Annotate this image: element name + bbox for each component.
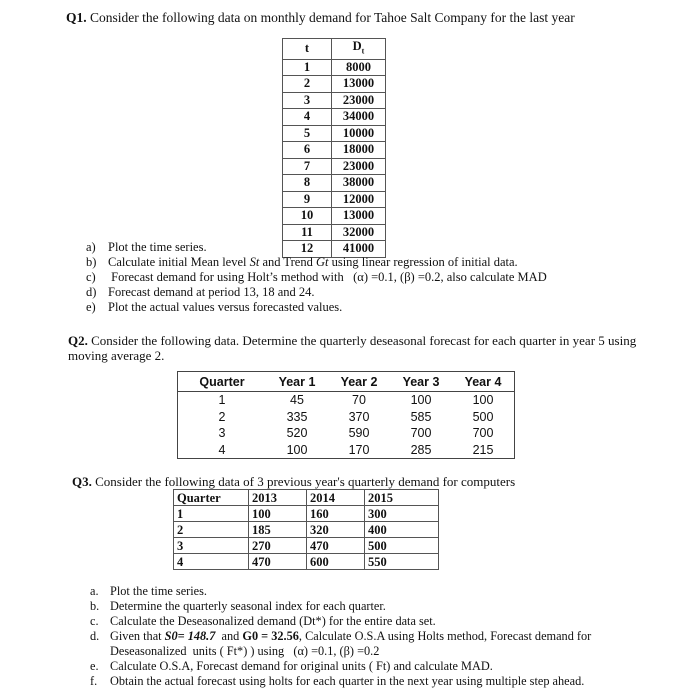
cell-dt: 18000: [332, 142, 386, 159]
table-row: [174, 506, 439, 522]
cell-t: 8: [283, 175, 332, 192]
cell-t: 2: [283, 76, 332, 93]
q2-heading: [68, 333, 638, 363]
task-marker: a): [86, 240, 96, 254]
cell: 215: [472, 442, 494, 457]
table-header-row: [283, 39, 386, 60]
task-item: [86, 300, 666, 315]
task-item: [90, 629, 690, 659]
task-item: [86, 285, 666, 300]
table-row: [283, 59, 386, 76]
cell-t: 9: [283, 191, 332, 208]
cell: 100: [286, 442, 308, 457]
cell: 300: [365, 506, 439, 522]
cell: 170: [348, 442, 370, 457]
q1-text: Consider the following data on monthly demand for Tahoe Salt Company for the last year: [86, 10, 575, 25]
task-text: Forecast demand at period 13, 18 and 24.: [108, 285, 315, 299]
cell: 160: [307, 506, 365, 522]
q2-text: Consider the following data. Determine the quarterly deseasonal forecast for each quarter in year 5 using moving average 2.: [68, 333, 637, 363]
cell-t: 12: [283, 241, 332, 258]
cell: 185: [249, 522, 307, 538]
task-item: [90, 659, 690, 674]
task-marker: b.: [90, 599, 100, 613]
task-marker: a.: [90, 584, 99, 598]
header-cell: Year 4: [452, 372, 515, 392]
g0-value: G0 = 32.56: [242, 629, 299, 643]
cell-dt: 23000: [332, 158, 386, 175]
table-row: [178, 442, 515, 459]
cell: 700: [410, 426, 432, 441]
cell: 2: [218, 409, 226, 424]
cell: 600: [307, 554, 365, 570]
cell-dt: 12000: [332, 191, 386, 208]
cell: 500: [472, 409, 494, 424]
cell-t: 1: [283, 59, 332, 76]
q3-computer-demand-table: [173, 489, 439, 570]
cell: 70: [352, 393, 366, 408]
cell-dt: 13000: [332, 208, 386, 225]
table-row: [283, 175, 386, 192]
task-item: [90, 674, 690, 689]
task-item: [90, 614, 690, 629]
cell-dt: 32000: [332, 224, 386, 241]
cell: 585: [410, 409, 432, 424]
cell-dt: 34000: [332, 109, 386, 126]
task-text: Plot the actual values versus forecasted values.: [108, 300, 343, 314]
cell: 100: [249, 506, 307, 522]
task-marker: b): [86, 255, 97, 269]
header-cell: Year 2: [328, 372, 390, 392]
cell: 100: [410, 393, 432, 408]
task-text: Obtain the actual forecast using holts for each quarter in the next year using multiple step ahead.: [110, 674, 585, 688]
table-row: [283, 109, 386, 126]
task-item: [86, 255, 666, 270]
table-row: [283, 142, 386, 159]
cell: 335: [286, 409, 308, 424]
table-row: [178, 409, 515, 426]
table-row: [174, 554, 439, 570]
cell: 3: [218, 426, 226, 441]
cell-t: 11: [283, 224, 332, 241]
task-marker: d): [86, 285, 97, 299]
cell: 550: [365, 554, 439, 570]
task-text: Calculate O.S.A, Forecast demand for original units ( Ft) and calculate MAD.: [110, 659, 493, 673]
cell: 590: [348, 426, 370, 441]
header-cell: Quarter: [178, 372, 267, 392]
cell: 4: [174, 554, 249, 570]
header-cell-dt: $D_t$: [332, 39, 386, 60]
cell-dt: 23000: [332, 92, 386, 109]
table-row: [283, 208, 386, 225]
task-marker: c.: [90, 614, 99, 628]
header-cell: Year 3: [390, 372, 452, 392]
table-row: [283, 76, 386, 93]
q2-label: Q2.: [68, 333, 88, 348]
cell: 1: [174, 506, 249, 522]
header-cell-t: t: [283, 39, 332, 60]
cell: 285: [410, 442, 432, 457]
table-row: [178, 425, 515, 442]
task-marker: f.: [90, 674, 98, 688]
task-text: Plot the time series.: [110, 584, 207, 598]
table-row: [283, 191, 386, 208]
cell: 3: [174, 538, 249, 554]
cell-t: 10: [283, 208, 332, 225]
task-item: [90, 584, 690, 599]
task-text: Calculate initial Mean level St and Trend Gt using linear regression of initial data.: [108, 255, 518, 269]
q1-task-list: [86, 240, 666, 315]
cell: 4: [218, 442, 226, 457]
q3-text: Consider the following data of 3 previous year's quarterly demand for computers: [91, 474, 516, 489]
cell-t: 4: [283, 109, 332, 126]
cell-t: 3: [283, 92, 332, 109]
table-row: [283, 92, 386, 109]
task-text: Determine the quarterly seasonal index for each quarter.: [110, 599, 386, 613]
task-marker: e.: [90, 659, 99, 673]
cell: 500: [365, 538, 439, 554]
header-cell: 2013: [249, 490, 307, 506]
header-cell: 2015: [365, 490, 439, 506]
header-cell: Year 1: [266, 372, 328, 392]
cell-dt: 13000: [332, 76, 386, 93]
q1-demand-table: [282, 38, 386, 258]
header-cell: Quarter: [174, 490, 249, 506]
cell: 45: [290, 393, 304, 408]
table-row: [283, 125, 386, 142]
cell: 370: [348, 409, 370, 424]
cell-t: 6: [283, 142, 332, 159]
table-row: [283, 224, 386, 241]
s0-value: S0= 148.7: [164, 629, 216, 643]
task-marker: c): [86, 270, 96, 284]
cell: 470: [249, 554, 307, 570]
cell: 400: [365, 522, 439, 538]
cell-dt: 41000: [332, 241, 386, 258]
cell: 100: [472, 393, 494, 408]
q2-quarterly-table: [177, 371, 515, 459]
task-text-line2: Deseasonalized units ( Ft*) ) using (α) =0.1, (β) =0.2: [110, 644, 380, 658]
task-marker: d.: [90, 629, 100, 643]
task-text: Given that S0= 148.7 and G0 = 32.56, Calculate O.S.A using Holts method, Forecast demand for Deseasonalized units ( Ft*) ) using (α) =0.1, (β) =0.2: [110, 629, 592, 658]
cell-dt: 10000: [332, 125, 386, 142]
cell-dt: 38000: [332, 175, 386, 192]
task-text: Calculate the Deseasonalized demand (Dt*) for the entire data set.: [110, 614, 436, 628]
task-item: [86, 240, 666, 255]
cell: 1: [218, 393, 226, 408]
header-cell: 2014: [307, 490, 365, 506]
table-row: [174, 522, 439, 538]
cell: 520: [286, 426, 308, 441]
table-header-row: [178, 372, 515, 392]
cell-dt: 8000: [332, 59, 386, 76]
task-marker: e): [86, 300, 96, 314]
q3-heading: [72, 474, 515, 489]
cell: 270: [249, 538, 307, 554]
q1-heading: [66, 10, 575, 25]
table-row: [178, 392, 515, 409]
cell: 470: [307, 538, 365, 554]
task-item: [90, 599, 690, 614]
q3-label: Q3.: [72, 474, 92, 489]
cell: 700: [472, 426, 494, 441]
task-item: [86, 270, 666, 285]
table-row: [174, 538, 439, 554]
cell-t: 7: [283, 158, 332, 175]
cell: 320: [307, 522, 365, 538]
table-header-row: [174, 490, 439, 506]
table-row: [283, 158, 386, 175]
q3-task-list: [90, 584, 690, 689]
cell-t: 5: [283, 125, 332, 142]
task-text: Forecast demand for using Holt’s method with (α) =0.1, (β) =0.2, also calculate MAD: [108, 270, 547, 284]
cell: 2: [174, 522, 249, 538]
task-text: Plot the time series.: [108, 240, 207, 254]
q1-label: Q1.: [66, 10, 87, 25]
